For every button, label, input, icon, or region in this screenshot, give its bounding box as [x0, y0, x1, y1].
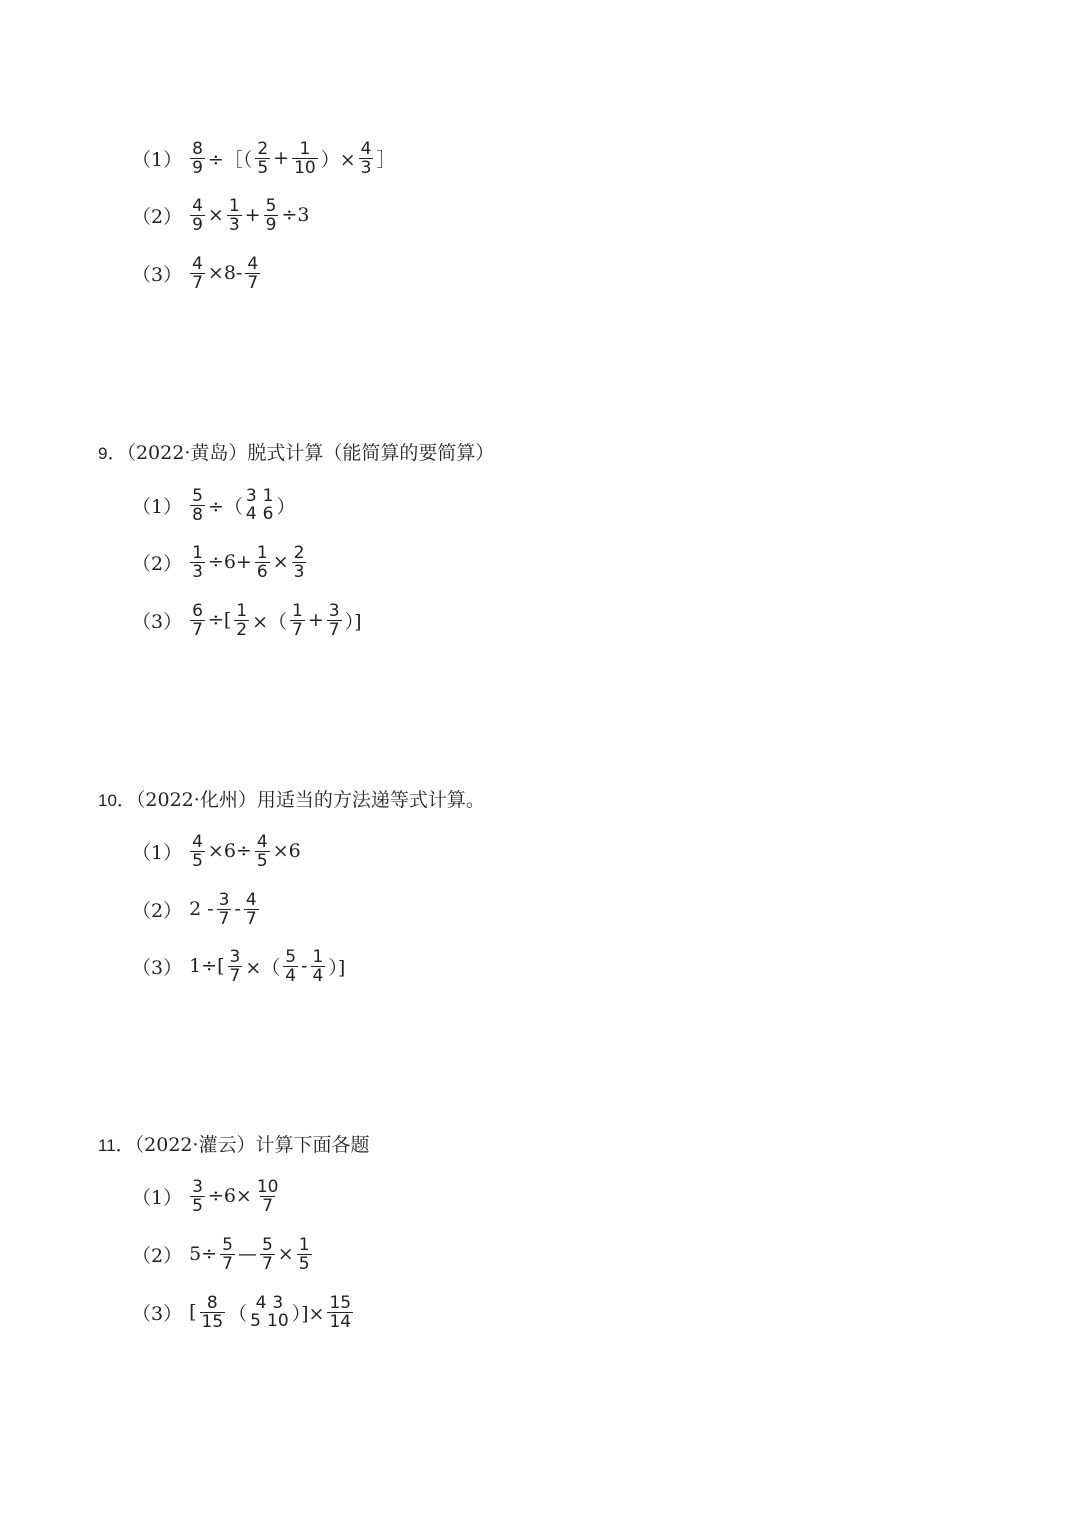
problem-9-header	[98, 441, 494, 466]
fraction	[245, 255, 260, 292]
problem-number: 11	[98, 1136, 116, 1155]
operator-text: ×（	[245, 956, 281, 979]
denominator: 9	[265, 214, 277, 235]
fraction	[283, 948, 298, 985]
denominator: 7	[192, 272, 203, 293]
denominator: 3	[360, 157, 372, 178]
numerator: 4	[192, 831, 203, 852]
problem-number: 9	[98, 444, 108, 463]
fraction	[255, 140, 270, 177]
problem-10-header	[98, 788, 485, 813]
fraction	[327, 1294, 353, 1331]
problem-9-item-3	[132, 596, 363, 644]
operator-text: ÷3	[281, 204, 310, 226]
fraction	[255, 833, 270, 870]
item-label: （3）	[132, 956, 183, 979]
operator-text: ］	[376, 148, 396, 171]
denominator: 7	[262, 1195, 274, 1216]
problem-title: ．（2022·黄岛）脱式计算（能简算的要简算）	[107, 442, 495, 464]
fraction	[220, 1236, 235, 1273]
math-expression	[188, 197, 310, 234]
operator-text: ）]×	[291, 1302, 325, 1325]
numerator: 2	[293, 542, 305, 563]
problem-title: ．（2022·化州）用适当的方法递等式计算。	[116, 789, 485, 811]
operator-text: 5÷	[189, 1243, 218, 1265]
stacked-number: 6	[262, 504, 274, 524]
denominator: 5	[298, 1253, 310, 1274]
stacked-number: 3	[245, 486, 257, 506]
problem-11-item-3	[132, 1288, 355, 1336]
operator-text: ×8-	[207, 262, 243, 284]
stacked-number: 5	[250, 1311, 261, 1331]
numerator: 3	[229, 946, 241, 967]
item-label: （2）	[132, 205, 183, 228]
stacked-number-pair	[250, 1294, 288, 1330]
item-label: （1）	[132, 1186, 183, 1209]
numerator: 1	[236, 600, 248, 621]
fraction	[200, 1294, 226, 1331]
numerator: 4	[192, 195, 203, 216]
numerator: 3	[328, 600, 340, 621]
math-expression	[188, 255, 262, 292]
fraction	[359, 140, 374, 177]
math-expression	[188, 1236, 313, 1273]
operator-text: +	[307, 609, 324, 631]
fraction	[228, 948, 243, 985]
denominator: 15	[201, 1311, 224, 1332]
denominator: 7	[261, 1253, 273, 1274]
numerator: 1	[292, 600, 303, 621]
math-expression	[188, 487, 296, 524]
operator-text: ×（	[252, 610, 288, 633]
numerator: 4	[192, 253, 203, 274]
operator-text: ÷［（	[207, 148, 253, 171]
fraction	[190, 602, 205, 639]
operator-text: —	[237, 1243, 257, 1265]
item-label: （3）	[132, 610, 183, 633]
stacked-number: 10	[267, 1311, 289, 1331]
denominator: 3	[293, 561, 305, 582]
numerator: 5	[261, 1234, 273, 1255]
denominator: 10	[294, 157, 316, 178]
numerator: 1	[228, 195, 240, 216]
operator-text: ×6÷	[207, 840, 252, 862]
fraction	[190, 1178, 205, 1215]
operator-text: ×	[277, 1243, 294, 1265]
fraction	[311, 948, 326, 985]
problem-9-item-1	[132, 481, 297, 529]
item-label: （1）	[132, 841, 183, 864]
numerator: 1	[299, 138, 311, 159]
operator-text: ）×	[320, 148, 356, 171]
numerator: 5	[265, 195, 277, 216]
operator-text: +	[244, 204, 261, 226]
denominator: 5	[256, 850, 268, 871]
numerator: 4	[247, 253, 259, 274]
operator-text: ÷[	[207, 609, 232, 631]
denominator: 7	[247, 272, 259, 293]
problem-number: 10	[98, 791, 117, 810]
fraction	[290, 602, 305, 639]
denominator: 5	[257, 157, 269, 178]
fraction	[292, 544, 307, 581]
problem-11-item-1	[132, 1172, 283, 1220]
numerator: 5	[285, 946, 297, 967]
fraction	[292, 140, 318, 177]
math-expression	[188, 1178, 282, 1215]
fraction	[217, 891, 232, 928]
denominator: 7	[245, 908, 257, 929]
denominator: 14	[329, 1311, 352, 1332]
denominator: 7	[229, 965, 241, 986]
denominator: 7	[292, 619, 303, 640]
operator-text: ÷6+	[207, 551, 252, 573]
denominator: 5	[192, 1195, 203, 1216]
problem-11-item-2	[132, 1230, 314, 1278]
problem-10-item-1	[132, 827, 302, 875]
numerator: 8	[192, 138, 203, 159]
numerator: 4	[245, 889, 257, 910]
math-expression	[188, 602, 362, 639]
stacked-number: 4	[245, 504, 257, 524]
operator-text: -	[301, 955, 308, 977]
numerator: 1	[298, 1234, 310, 1255]
problem-9-item-2	[132, 538, 308, 586]
item-label: （1）	[132, 495, 183, 518]
denominator: 5	[192, 850, 203, 871]
problem-10-item-3	[132, 942, 346, 990]
fraction	[234, 602, 249, 639]
numerator: 3	[218, 889, 230, 910]
numerator: 1	[312, 946, 324, 967]
operator-text: ÷（	[207, 495, 243, 518]
numerator: 4	[256, 831, 268, 852]
denominator: 7	[192, 619, 203, 640]
operator-text: ×6	[272, 840, 301, 862]
fraction	[264, 197, 279, 234]
operator-text: ×	[207, 204, 224, 226]
numerator: 3	[192, 1176, 203, 1197]
operator-text: 1÷[	[189, 955, 225, 977]
numerator: 10	[256, 1176, 279, 1197]
numerator: 1	[256, 542, 268, 563]
item-label: （3）	[132, 1302, 183, 1325]
stacked-number: 3	[272, 1293, 284, 1313]
operator-text: ）]	[344, 610, 362, 633]
denominator: 9	[192, 214, 203, 235]
stacked-number-pair	[246, 487, 274, 523]
fraction	[190, 197, 205, 234]
fraction	[297, 1236, 312, 1273]
denominator: 7	[218, 908, 230, 929]
denominator: 2	[236, 619, 248, 640]
denominator: 9	[192, 157, 203, 178]
operator-text: [	[189, 1301, 197, 1323]
numerator: 5	[222, 1234, 233, 1255]
stacked-number: 4	[255, 1293, 267, 1313]
operator-text: ）]	[328, 956, 346, 979]
problem-10-item-2	[132, 885, 261, 933]
operator-text: ）	[276, 495, 296, 518]
fraction	[190, 544, 205, 581]
denominator: 4	[312, 965, 324, 986]
fraction	[190, 487, 205, 524]
problem-11-header	[98, 1133, 370, 1158]
item-label: （2）	[132, 899, 183, 922]
numerator: 1	[192, 542, 203, 563]
numerator: 15	[329, 1292, 352, 1313]
math-expression	[188, 140, 396, 177]
math-expression	[188, 833, 302, 870]
numerator: 2	[257, 138, 269, 159]
fraction	[190, 255, 205, 292]
fraction	[190, 833, 205, 870]
fraction	[255, 544, 270, 581]
denominator: 7	[222, 1253, 233, 1274]
fraction	[255, 1178, 281, 1215]
stacked-number: 1	[262, 486, 274, 506]
denominator: 7	[328, 619, 340, 640]
item-label: （2）	[132, 1244, 183, 1267]
math-expression	[188, 948, 346, 985]
problem-title: ．（2022·灌云）计算下面各题	[115, 1134, 370, 1156]
numerator: 8	[206, 1292, 218, 1313]
math-expression	[188, 891, 261, 928]
numerator: 5	[192, 485, 203, 506]
operator-text: +	[273, 147, 290, 169]
numerator: 6	[192, 600, 203, 621]
operator-text: （	[228, 1302, 248, 1325]
fraction	[227, 197, 242, 234]
denominator: 3	[228, 214, 240, 235]
fraction	[260, 1236, 275, 1273]
operator-text: 2 -	[189, 898, 214, 920]
item-label: （3）	[132, 263, 183, 286]
denominator: 3	[192, 561, 203, 582]
fraction	[190, 140, 205, 177]
operator-text: -	[234, 898, 241, 920]
fraction	[244, 891, 259, 928]
fraction	[327, 602, 342, 639]
math-expression	[188, 1294, 355, 1331]
denominator: 6	[256, 561, 268, 582]
problem-8-item-3	[132, 249, 262, 297]
denominator: 4	[285, 965, 297, 986]
operator-text: ÷6×	[207, 1185, 252, 1207]
problem-8-item-2	[132, 191, 310, 239]
item-label: （1）	[132, 148, 183, 171]
item-label: （2）	[132, 552, 183, 575]
denominator: 8	[192, 504, 203, 525]
math-expression	[188, 544, 308, 581]
numerator: 4	[360, 138, 372, 159]
operator-text: ×	[272, 551, 289, 573]
problem-8-item-1	[132, 134, 397, 182]
